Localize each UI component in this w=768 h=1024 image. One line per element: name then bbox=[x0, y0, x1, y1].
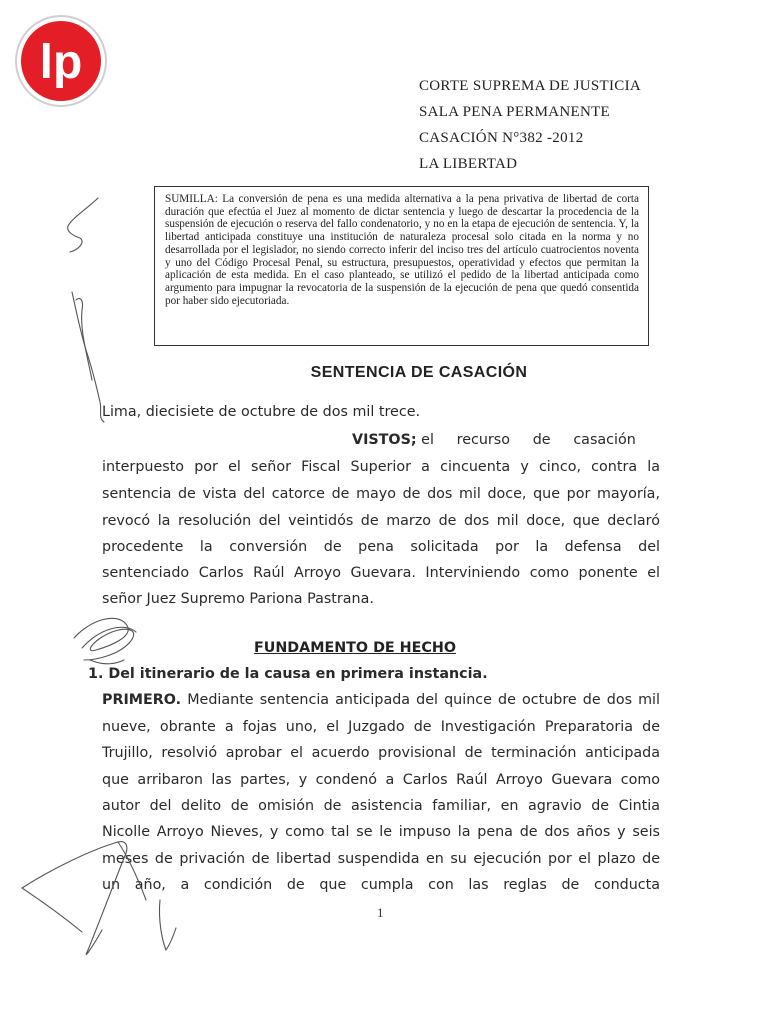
vistos-text: el recurso de casación bbox=[421, 432, 636, 448]
court-name: CORTE SUPREMA DE JUSTICIA bbox=[419, 78, 642, 94]
case-number: CASACIÓN N°382 -2012 bbox=[419, 130, 584, 146]
date-line: Lima, diecisiete de octubre de dos mil trece. bbox=[102, 404, 421, 420]
chamber-name: SALA PENA PERMANENTE bbox=[419, 104, 611, 120]
body-line: sentenciado Carlos Raúl Arroyo Guevara. Interviniendo como ponente el bbox=[102, 565, 660, 581]
page-number: 1 bbox=[377, 905, 384, 920]
primero-text: Mediante sentencia anticipada del quince de octubre de dos mil bbox=[187, 692, 661, 708]
body-line: meses de privación de libertad suspendida en su ejecución por el plazo de bbox=[102, 851, 660, 867]
body-line: Trujillo, resolvió aprobar el acuerdo provisional de terminación anticipada bbox=[102, 745, 660, 761]
body-line: nueve, obrante a fojas uno, el Juzgado de Investigación Preparatoria de bbox=[102, 719, 660, 735]
sumilla-box: SUMILLA: La conversión de pena es una medida alternativa a la pena privativa de libertad de corta duración que efectúa el Juez al momento de dictar sentencia y luego de descartar la procedencia de la suspensión de ejecución o reserva del fallo condenatorio, y no en la etapa de ejecución de sentencia. Y, la libertad anticipada constituye una institución de naturaleza procesal solo citada en la norma y no desarrollada por el legislador, no siendo correcto inferir del inciso tres del artículo cuatrocientos noventa y uno del Código Procesal Penal, su estructura, presupuestos, operatividad y efectos que permitan la aplicación de esta medida. En el caso planteado, se utilizó el pedido de la libertad anticipada como argumento para impugnar la revocatoria de la suspensión de la ejecución de pena que quedó consentida por haber sido ejecutoriada. bbox=[154, 186, 649, 346]
body-line: revocó la resolución del veintidós de marzo de dos mil doce, que declaró bbox=[102, 513, 660, 529]
document-title: SENTENCIA DE CASACIÓN bbox=[310, 364, 528, 381]
primero-label: PRIMERO. bbox=[102, 692, 182, 708]
vistos-line bbox=[352, 432, 660, 454]
vistos-label: VISTOS; bbox=[352, 432, 417, 448]
signature-mark-vertical bbox=[72, 292, 104, 422]
body-line: un año, a condición de que cumpla con las reglas de conducta bbox=[102, 877, 660, 893]
lp-logo bbox=[14, 14, 108, 108]
primero-line bbox=[102, 692, 660, 714]
case-header bbox=[419, 76, 641, 180]
section-title: FUNDAMENTO DE HECHO bbox=[253, 640, 457, 656]
body-line: Nicolle Arroyo Nieves, y como tal se le impuso la pena de dos años y seis bbox=[102, 824, 660, 840]
jurisdiction: LA LIBERTAD bbox=[419, 156, 518, 172]
section-subtitle: 1. Del itinerario de la causa en primera instancia. bbox=[88, 666, 488, 682]
body-line: autor del delito de omisión de asistencia familiar, en agravio de Cintia bbox=[102, 798, 660, 814]
body-line: señor Juez Supremo Pariona Pastrana. bbox=[102, 591, 374, 607]
signature-mark-top bbox=[68, 198, 98, 252]
body-line: procedente la conversión de pena solicitada por la defensa del bbox=[102, 539, 660, 555]
logo-text: lp bbox=[39, 36, 83, 89]
body-line: que arribaron las partes, y condenó a Carlos Raúl Arroyo Guevara como bbox=[102, 772, 660, 788]
body-line: interpuesto por el señor Fiscal Superior a cincuenta y cinco, contra la bbox=[102, 459, 660, 475]
body-line: sentencia de vista del catorce de mayo de dos mil doce, que por mayoría, bbox=[102, 486, 660, 502]
